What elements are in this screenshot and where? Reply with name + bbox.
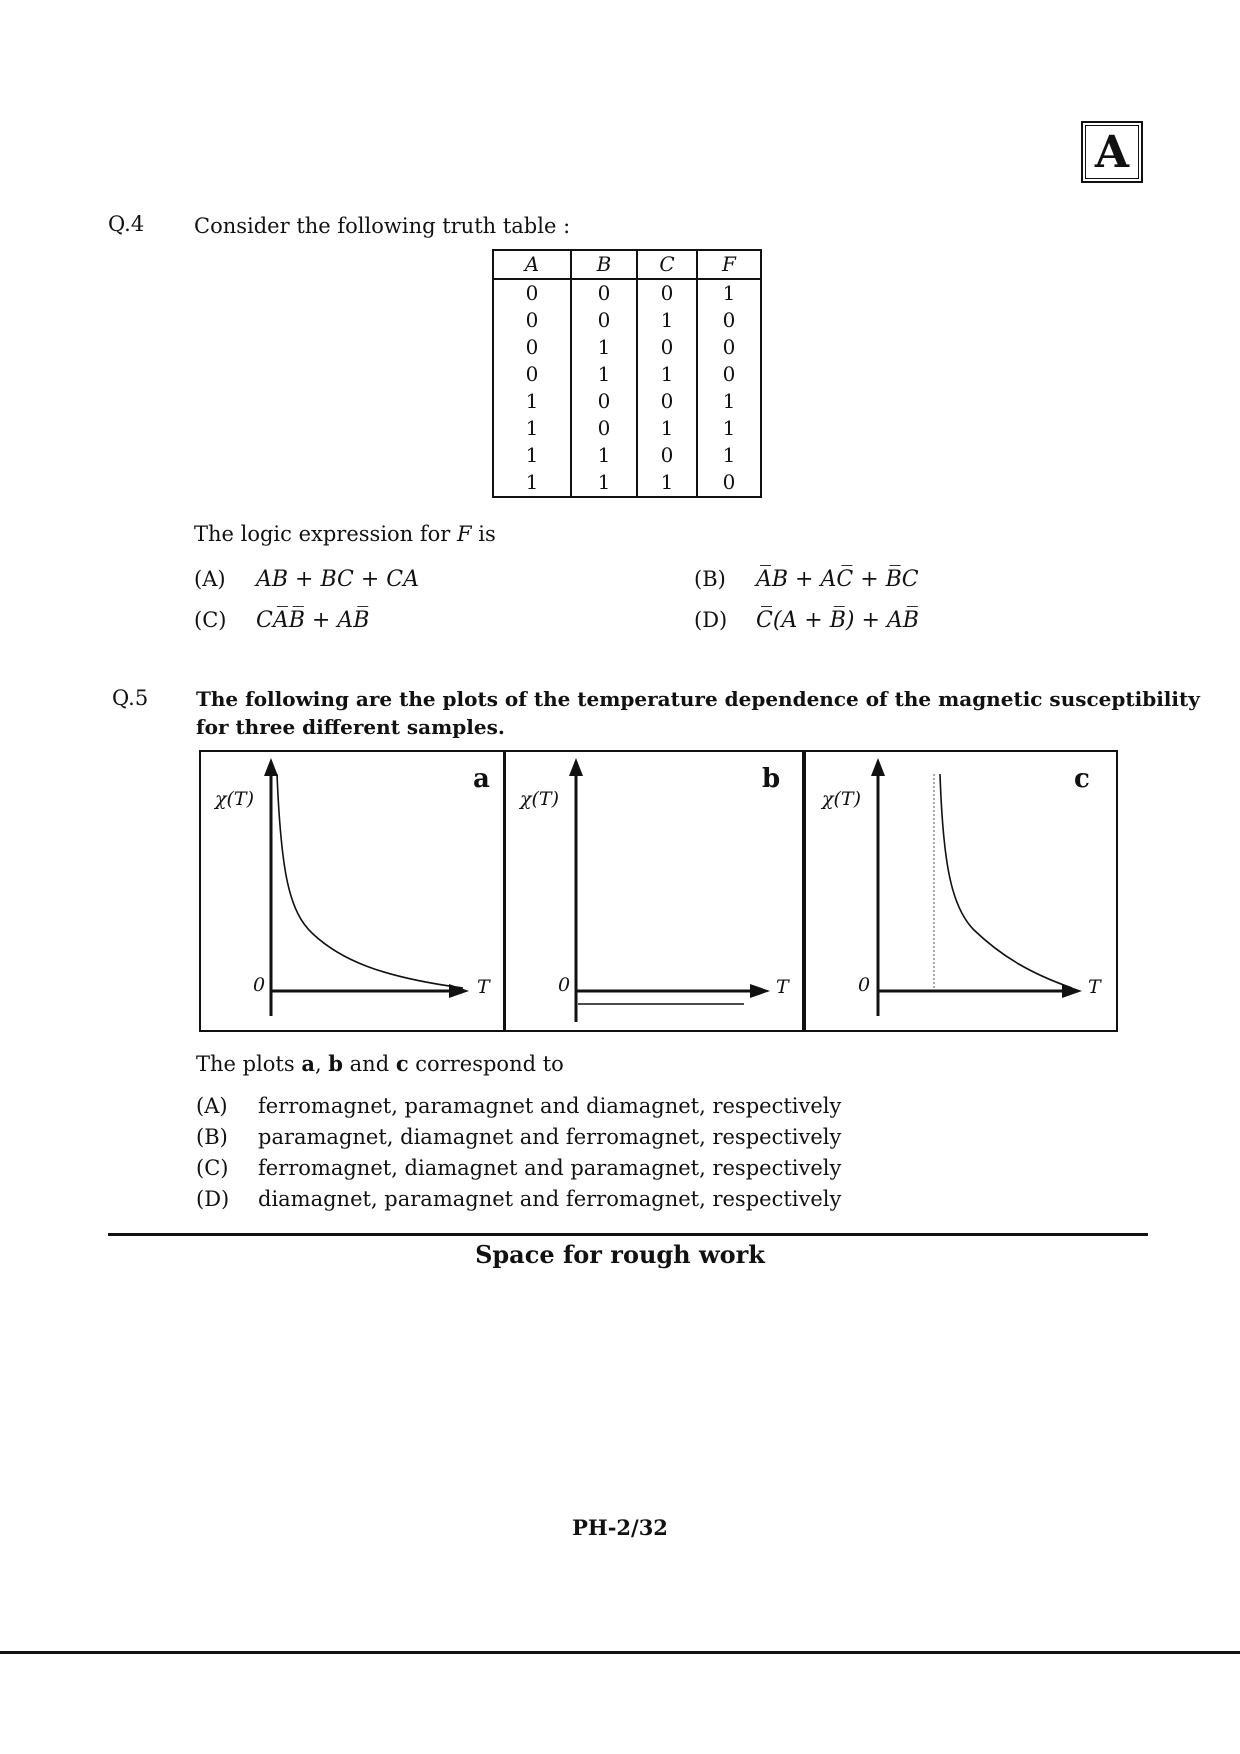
q5-option-c[interactable]: [196, 1156, 841, 1180]
option-text: ferromagnet, paramagnet and diamagnet, respectively: [258, 1094, 842, 1118]
cell-b: 1: [571, 334, 637, 361]
q5-option-a[interactable]: [196, 1094, 841, 1118]
cell-b: 1: [571, 442, 637, 469]
plot-a-origin: 0: [253, 974, 266, 996]
plot-b-origin: 0: [558, 974, 571, 996]
cell-a: 0: [525, 308, 539, 332]
header-a: A: [493, 250, 571, 279]
plot-b: [504, 750, 804, 1032]
cell-a: 1: [525, 389, 539, 413]
truth-table: [492, 249, 762, 498]
option-label: (D): [196, 1187, 230, 1211]
y-axis-arrow: [569, 758, 583, 776]
truth-table-container: [492, 249, 762, 498]
q5-prompt-a: a: [301, 1051, 315, 1076]
plot-a-x-label: T: [477, 976, 490, 998]
cell-a: 1: [525, 470, 539, 494]
q5-prompt-sep: ,: [314, 1052, 329, 1076]
option-label: (A): [194, 567, 226, 591]
table-row: [493, 361, 761, 388]
y-axis-arrow: [871, 758, 885, 776]
q4-number: Q.4: [108, 212, 145, 236]
cell-a: 1: [525, 443, 539, 467]
q5-option-d[interactable]: [196, 1187, 841, 1211]
cell-c: 1: [637, 469, 697, 497]
plot-c-id: c: [1074, 764, 1090, 794]
option-label: (B): [196, 1125, 228, 1149]
plot-b-y-label: χ(T): [520, 788, 560, 810]
q4-option-c[interactable]: [194, 608, 369, 633]
paper-code-box: A: [1081, 121, 1143, 183]
cell-f: 1: [697, 442, 761, 469]
q4-option-a[interactable]: [194, 567, 419, 592]
table-row: [493, 442, 761, 469]
q5-prompt: [196, 1050, 564, 1078]
bottom-rule: [0, 1651, 1240, 1654]
plot-c-origin: 0: [858, 974, 871, 996]
cell-c: 0: [637, 388, 697, 415]
cell-a: 1: [525, 416, 539, 440]
q4-prompt: [194, 520, 496, 548]
cell-f: 1: [697, 388, 761, 415]
cell-f: 0: [697, 469, 761, 497]
plot-c: [804, 750, 1118, 1032]
header-b: B: [571, 250, 637, 279]
plot-b-id: b: [762, 764, 781, 794]
page-number: PH-2/32: [572, 1515, 668, 1540]
rough-work-heading: Space for rough work: [475, 1240, 765, 1269]
q5-prompt-pre: The plots: [196, 1052, 302, 1076]
cell-f: 0: [697, 334, 761, 361]
option-expression: AB + BC + CA: [256, 567, 420, 592]
cell-b: 0: [571, 388, 637, 415]
header-c: C: [637, 250, 697, 279]
plot-a: [199, 750, 505, 1032]
cell-f: 0: [697, 307, 761, 334]
q5-prompt-and: and: [342, 1052, 396, 1076]
cell-b: 0: [571, 415, 637, 442]
table-row: [493, 279, 761, 307]
cell-b: 0: [571, 307, 637, 334]
cell-a: 0: [525, 281, 539, 305]
cell-b: 0: [571, 279, 637, 307]
option-label: (C): [196, 1156, 229, 1180]
cell-f: 1: [697, 279, 761, 307]
cell-f: 1: [697, 415, 761, 442]
q5-text-line2: for three different samples.: [196, 715, 505, 739]
plot-c-x-label: T: [1088, 976, 1101, 998]
q5-text-line1: The following are the plots of the temperature dependence of the magnetic susceptibility: [196, 687, 1200, 711]
plot-b-x-label: T: [776, 976, 789, 998]
cell-c: 1: [637, 415, 697, 442]
table-row: [493, 307, 761, 334]
q5-number: Q.5: [112, 686, 149, 710]
option-label: (C): [194, 608, 227, 632]
option-text: paramagnet, diamagnet and ferromagnet, respectively: [258, 1125, 842, 1149]
option-text: diamagnet, paramagnet and ferromagnet, respectively: [258, 1187, 842, 1211]
table-row: [493, 334, 761, 361]
curve-c: [940, 774, 1072, 988]
option-expression: A̅B + AC̅ + B̅C: [756, 567, 919, 592]
cell-b: 1: [571, 361, 637, 388]
cell-a: 0: [525, 335, 539, 359]
cell-c: 1: [637, 361, 697, 388]
q4-option-b[interactable]: [694, 567, 919, 592]
option-text: ferromagnet, diamagnet and paramagnet, respectively: [258, 1156, 842, 1180]
divider-rule: [108, 1233, 1148, 1236]
cell-c: 0: [637, 442, 697, 469]
q5-prompt-post: correspond to: [408, 1052, 564, 1076]
plot-a-id: a: [473, 764, 490, 794]
q5-prompt-b: b: [328, 1051, 343, 1076]
truth-table-header-row: [493, 250, 761, 279]
cell-c: 0: [637, 334, 697, 361]
curve-a: [277, 774, 463, 988]
table-row: [493, 388, 761, 415]
q5-prompt-c: c: [395, 1051, 409, 1076]
header-f: F: [697, 250, 761, 279]
option-label: (D): [694, 608, 728, 632]
q4-text: Consider the following truth table :: [194, 214, 571, 238]
cell-b: 1: [571, 469, 637, 497]
option-expression: CA̅B̅ + AB̅: [256, 608, 370, 633]
cell-c: 1: [637, 307, 697, 334]
q4-prompt-post: is: [471, 522, 496, 546]
q5-option-b[interactable]: [196, 1125, 841, 1149]
x-axis-arrow: [750, 984, 770, 998]
q4-option-d[interactable]: [694, 608, 919, 633]
option-label: (A): [196, 1094, 228, 1118]
q4-prompt-pre: The logic expression for: [194, 522, 458, 546]
plot-a-y-label: χ(T): [215, 788, 255, 810]
cell-f: 0: [697, 361, 761, 388]
q4-prompt-var: F: [457, 522, 472, 546]
table-row: [493, 469, 761, 497]
cell-c: 0: [637, 279, 697, 307]
table-row: [493, 415, 761, 442]
option-expression: C̅(A + B̅) + AB̅: [756, 608, 919, 633]
y-axis-arrow: [264, 758, 278, 776]
plot-c-y-label: χ(T): [822, 788, 862, 810]
option-label: (B): [694, 567, 726, 591]
cell-a: 0: [525, 362, 539, 386]
